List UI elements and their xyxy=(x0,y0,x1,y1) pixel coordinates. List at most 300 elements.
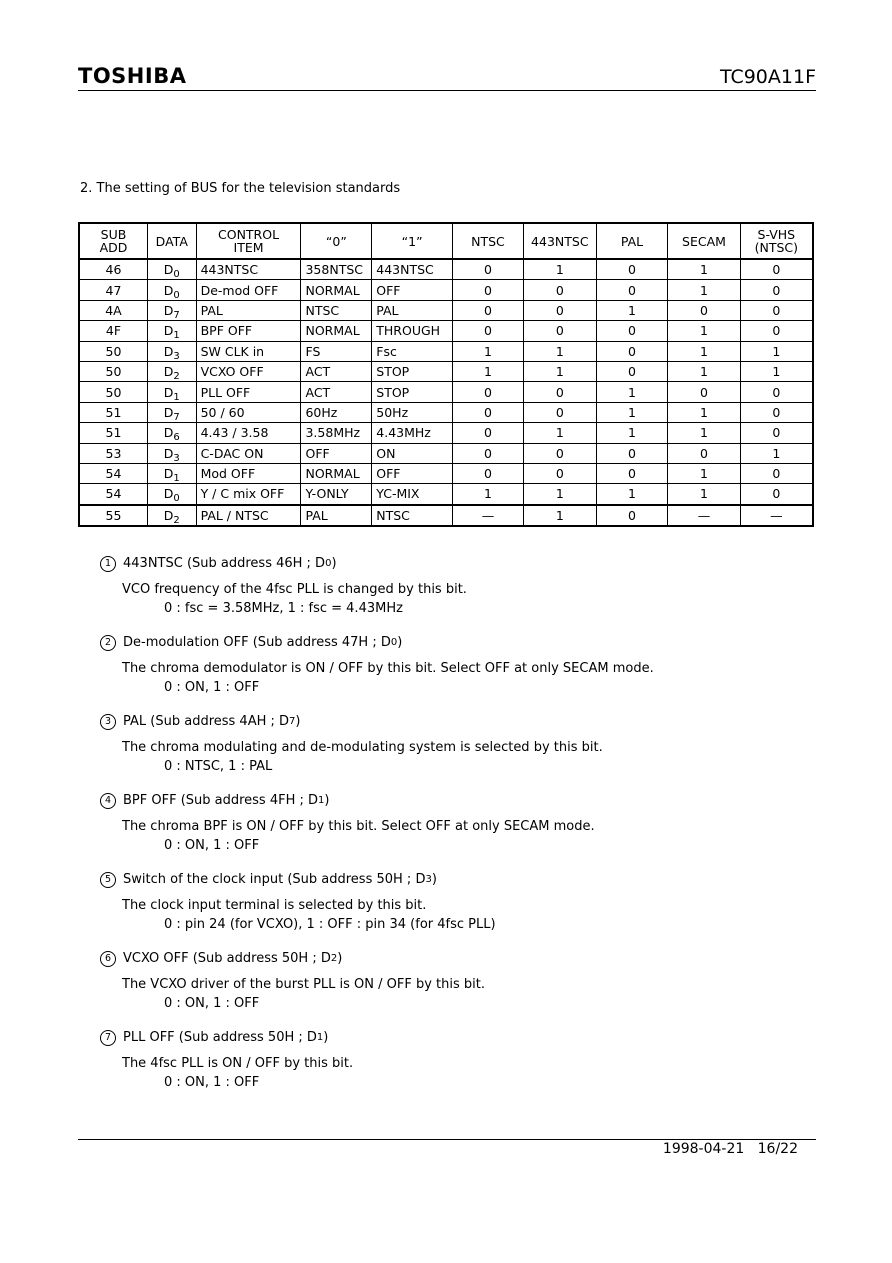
cell-sub-add-text: 51 xyxy=(105,425,122,441)
cell-value-0-text: 60Hz xyxy=(305,404,338,420)
cell-sub-add-text: 54 xyxy=(105,466,122,482)
data-bit-subscript: 1 xyxy=(173,391,180,403)
cell-secam-text: 1 xyxy=(700,404,708,420)
table-row xyxy=(79,484,813,505)
note-description: The chroma BPF is ON / OFF by this bit. Select OFF at only SECAM mode. xyxy=(122,819,595,834)
cell-pal xyxy=(596,341,668,361)
table-header-row xyxy=(79,223,813,259)
cell-data-bit xyxy=(147,443,196,463)
cell-ntsc-text: 1 xyxy=(484,486,492,502)
cell-value-1 xyxy=(372,505,453,526)
cell-value-1-text: THROUGH xyxy=(376,323,441,339)
cell-svhs-text: 1 xyxy=(772,445,781,461)
cell-sub-add-text: 50 xyxy=(105,364,122,380)
cell-svhs xyxy=(740,423,813,443)
cell-pal xyxy=(596,423,668,443)
cell-443ntsc xyxy=(524,402,597,422)
table-row xyxy=(79,259,813,280)
data-bit-subscript: 0 xyxy=(173,289,180,301)
note-title-text: PLL OFF (Sub address 50H ; D xyxy=(123,1030,317,1045)
table-body xyxy=(79,259,813,526)
cell-control-item xyxy=(196,321,301,341)
cell-sub-add-text: 55 xyxy=(105,507,122,523)
cell-control-item-text: VCXO OFF xyxy=(200,364,264,380)
cell-value-0 xyxy=(301,300,372,320)
cell-sub-add-text: 4F xyxy=(105,323,122,339)
cell-pal xyxy=(596,402,668,422)
cell-svhs-text: 1 xyxy=(772,343,781,359)
cell-value-1-text: YC-MIX xyxy=(376,486,420,502)
col-header-control-item-text: CONTROL ITEM xyxy=(218,227,280,255)
table-row xyxy=(79,505,813,526)
cell-pal-text: 0 xyxy=(628,323,636,339)
cell-sub-add xyxy=(79,280,147,300)
cell-ntsc xyxy=(452,300,523,320)
cell-svhs-text: 0 xyxy=(772,302,781,318)
cell-pal-text: 0 xyxy=(628,282,636,298)
cell-secam-text: 1 xyxy=(700,486,708,502)
notes-list xyxy=(100,553,654,1106)
cell-secam-text: — xyxy=(697,507,711,523)
cell-svhs xyxy=(740,361,813,381)
note-title-end: ) xyxy=(323,1030,329,1045)
note-description: The clock input terminal is selected by this bit. xyxy=(122,898,427,913)
cell-sub-add xyxy=(79,341,147,361)
cell-ntsc-text: 0 xyxy=(484,404,492,420)
cell-pal xyxy=(596,443,668,463)
cell-svhs xyxy=(740,505,813,526)
table-row xyxy=(79,402,813,422)
cell-pal-text: 1 xyxy=(628,404,636,420)
col-header-value-1 xyxy=(372,223,453,259)
cell-443ntsc xyxy=(524,443,597,463)
cell-sub-add-text: 46 xyxy=(105,262,122,278)
cell-pal xyxy=(596,321,668,341)
col-header-data-text: DATA xyxy=(155,233,188,249)
cell-pal-text: 0 xyxy=(628,364,636,380)
cell-secam xyxy=(668,321,740,341)
cell-value-1-text: Fsc xyxy=(376,343,397,359)
circled-number: 5 xyxy=(100,872,116,888)
table-row xyxy=(79,423,813,443)
cell-value-1-text: NTSC xyxy=(376,507,410,523)
cell-svhs-text: 0 xyxy=(772,425,781,441)
cell-control-item-text: Y / C mix OFF xyxy=(200,486,285,502)
cell-value-1 xyxy=(372,463,453,483)
cell-pal-text: 0 xyxy=(628,507,636,523)
note-description: VCO frequency of the 4fsc PLL is changed by this bit. xyxy=(122,582,467,597)
cell-ntsc xyxy=(452,321,523,341)
cell-secam-text: 1 xyxy=(700,343,708,359)
cell-data-bit-text: $D_2$ xyxy=(163,507,180,526)
cell-secam-text: 1 xyxy=(700,364,708,380)
cell-sub-add xyxy=(79,321,147,341)
cell-data-bit-text: $D_0$ xyxy=(163,282,180,301)
cell-data-bit xyxy=(147,321,196,341)
note-description: The VCXO driver of the burst PLL is ON / OFF by this bit. xyxy=(122,977,485,992)
data-bit-subscript: 0 xyxy=(173,493,180,505)
cell-data-bit-text: $D_3$ xyxy=(163,343,180,362)
cell-pal-text: 1 xyxy=(628,425,636,441)
data-bit-subscript: 2 xyxy=(173,514,180,526)
cell-control-item-text: 50 / 60 xyxy=(200,404,245,420)
cell-secam xyxy=(668,402,740,422)
cell-ntsc-text: 1 xyxy=(484,343,492,359)
cell-value-0 xyxy=(301,361,372,381)
col-header-secam xyxy=(668,223,740,259)
cell-value-0 xyxy=(301,321,372,341)
cell-ntsc xyxy=(452,341,523,361)
cell-value-0 xyxy=(301,341,372,361)
cell-control-item xyxy=(196,443,301,463)
col-header-secam-text: SECAM xyxy=(682,233,726,249)
cell-control-item-text: Mod OFF xyxy=(200,466,256,482)
cell-ntsc xyxy=(452,484,523,505)
cell-443ntsc xyxy=(524,259,597,280)
cell-secam xyxy=(668,443,740,463)
cell-pal xyxy=(596,300,668,320)
cell-control-item-text: SW CLK in xyxy=(200,343,265,359)
note-title-end: ) xyxy=(331,556,337,571)
cell-control-item xyxy=(196,463,301,483)
bus-setting-table xyxy=(78,222,814,527)
cell-value-1 xyxy=(372,341,453,361)
circled-number: 2 xyxy=(100,635,116,651)
cell-value-1 xyxy=(372,443,453,463)
cell-pal xyxy=(596,259,668,280)
cell-data-bit-text: $D_0$ xyxy=(163,262,180,281)
cell-443ntsc-text: 0 xyxy=(555,404,564,420)
cell-value-0 xyxy=(301,382,372,402)
note-title-end: ) xyxy=(337,951,343,966)
col-header-sub-add-text: SUB ADD xyxy=(99,227,128,255)
note-item xyxy=(100,869,654,948)
cell-ntsc-text: 0 xyxy=(484,302,492,318)
cell-control-item xyxy=(196,259,301,280)
cell-value-1 xyxy=(372,423,453,443)
cell-ntsc xyxy=(452,280,523,300)
cell-value-1 xyxy=(372,259,453,280)
cell-secam xyxy=(668,361,740,381)
cell-data-bit-text: $D_3$ xyxy=(163,445,180,464)
cell-value-1-text: ON xyxy=(376,445,396,461)
cell-pal-text: 0 xyxy=(628,343,636,359)
cell-pal-text: 0 xyxy=(628,262,636,278)
note-title-end: ) xyxy=(397,635,403,650)
section-title: 2. The setting of BUS for the television standards xyxy=(80,181,401,196)
footer xyxy=(663,1141,798,1157)
cell-control-item xyxy=(196,361,301,381)
cell-control-item xyxy=(196,423,301,443)
table-row xyxy=(79,300,813,320)
cell-value-0 xyxy=(301,443,372,463)
cell-control-item-text: C-DAC ON xyxy=(200,445,264,461)
part-number: TC90A11F xyxy=(719,66,816,88)
cell-sub-add xyxy=(79,361,147,381)
cell-sub-add xyxy=(79,300,147,320)
cell-data-bit xyxy=(147,463,196,483)
note-title: 1 443NTSC (Sub address 46H ; D 0 ) xyxy=(100,553,654,575)
cell-control-item xyxy=(196,280,301,300)
note-item xyxy=(100,711,654,790)
cell-value-0-text: Y-ONLY xyxy=(305,486,349,502)
data-bit-subscript: 1 xyxy=(173,330,180,342)
cell-secam-text: 0 xyxy=(700,302,708,318)
cell-secam xyxy=(668,300,740,320)
cell-data-bit-text: $D_6$ xyxy=(163,425,180,444)
cell-ntsc-text: 0 xyxy=(484,384,492,400)
cell-svhs xyxy=(740,259,813,280)
cell-value-0 xyxy=(301,505,372,526)
circled-number: 7 xyxy=(100,1030,116,1046)
col-header-443ntsc-text: 443NTSC xyxy=(531,233,589,249)
col-header-value-0-text: “0” xyxy=(325,233,347,249)
cell-data-bit-text: $D_7$ xyxy=(163,404,180,423)
cell-secam-text: 0 xyxy=(700,384,708,400)
note-title-end: ) xyxy=(431,872,437,887)
cell-pal-text: 0 xyxy=(628,445,636,461)
cell-value-0 xyxy=(301,402,372,422)
cell-control-item-text: 4.43 / 3.58 xyxy=(200,425,269,441)
cell-ntsc-text: 0 xyxy=(484,445,492,461)
cell-443ntsc-text: 1 xyxy=(555,262,564,278)
cell-443ntsc-text: 1 xyxy=(555,343,564,359)
cell-svhs xyxy=(740,321,813,341)
cell-pal-text: 1 xyxy=(628,302,636,318)
data-bit-subscript: 3 xyxy=(173,452,180,464)
cell-ntsc xyxy=(452,361,523,381)
cell-secam-text: 0 xyxy=(700,445,708,461)
note-title-text: Switch of the clock input (Sub address 50H ; D xyxy=(123,872,426,887)
cell-ntsc-text: 1 xyxy=(484,364,492,380)
cell-value-0-text: ACT xyxy=(305,384,331,400)
col-header-pal-text: PAL xyxy=(620,233,644,249)
cell-svhs-text: 0 xyxy=(772,384,781,400)
cell-value-0-text: NTSC xyxy=(305,302,340,318)
cell-control-item-text: PAL / NTSC xyxy=(200,507,269,523)
note-item xyxy=(100,553,654,632)
cell-value-0-text: OFF xyxy=(305,445,330,461)
cell-secam xyxy=(668,341,740,361)
cell-value-1 xyxy=(372,402,453,422)
cell-ntsc xyxy=(452,402,523,422)
note-item xyxy=(100,1027,654,1106)
cell-control-item-text: De-mod OFF xyxy=(200,282,279,298)
cell-sub-add-text: 4A xyxy=(105,302,122,318)
col-header-svhs-text: S-VHS (NTSC) xyxy=(754,227,799,255)
cell-data-bit xyxy=(147,423,196,443)
cell-pal-text: 0 xyxy=(628,466,636,482)
cell-value-0-text: 3.58MHz xyxy=(305,425,361,441)
data-bit-subscript: 1 xyxy=(173,473,180,485)
cell-ntsc-text: 0 xyxy=(484,425,492,441)
cell-443ntsc xyxy=(524,341,597,361)
footer-rule xyxy=(78,1139,816,1140)
col-header-pal xyxy=(596,223,668,259)
col-header-data xyxy=(147,223,196,259)
cell-pal-text: 1 xyxy=(628,384,636,400)
cell-svhs xyxy=(740,443,813,463)
table-row xyxy=(79,321,813,341)
note-values: 0 : ON, 1 : OFF xyxy=(164,680,260,695)
cell-443ntsc xyxy=(524,382,597,402)
cell-control-item-text: 443NTSC xyxy=(200,262,259,278)
cell-value-1 xyxy=(372,280,453,300)
note-item xyxy=(100,948,654,1027)
table-row xyxy=(79,463,813,483)
data-bit-subscript: 3 xyxy=(173,350,180,362)
cell-svhs-text: 0 xyxy=(772,262,781,278)
cell-pal xyxy=(596,382,668,402)
cell-secam-text: 1 xyxy=(700,425,708,441)
cell-svhs xyxy=(740,402,813,422)
cell-value-1-text: 443NTSC xyxy=(376,262,434,278)
cell-pal xyxy=(596,484,668,505)
cell-control-item-text: BPF OFF xyxy=(200,323,253,339)
cell-pal xyxy=(596,280,668,300)
cell-ntsc xyxy=(452,423,523,443)
cell-control-item-text: PLL OFF xyxy=(200,384,251,400)
cell-ntsc-text: 0 xyxy=(484,282,492,298)
cell-sub-add xyxy=(79,382,147,402)
table-row xyxy=(79,443,813,463)
note-title: 6 VCXO OFF (Sub address 50H ; D 2 ) xyxy=(100,948,654,970)
cell-value-0-text: ACT xyxy=(305,364,331,380)
col-header-ntsc xyxy=(452,223,523,259)
col-header-value-0 xyxy=(301,223,372,259)
cell-value-0-text: PAL xyxy=(305,507,328,523)
cell-svhs xyxy=(740,300,813,320)
cell-ntsc xyxy=(452,463,523,483)
col-header-sub-add xyxy=(79,223,147,259)
cell-443ntsc xyxy=(524,423,597,443)
cell-secam xyxy=(668,484,740,505)
cell-control-item xyxy=(196,484,301,505)
cell-control-item xyxy=(196,505,301,526)
cell-secam-text: 1 xyxy=(700,323,708,339)
cell-value-1-text: OFF xyxy=(376,282,401,298)
header-rule xyxy=(78,90,816,91)
cell-data-bit-text: $D_2$ xyxy=(163,364,180,383)
cell-svhs xyxy=(740,280,813,300)
table-row xyxy=(79,341,813,361)
cell-secam-text: 1 xyxy=(700,466,708,482)
cell-pal xyxy=(596,361,668,381)
cell-secam xyxy=(668,280,740,300)
cell-443ntsc xyxy=(524,300,597,320)
col-header-svhs xyxy=(740,223,813,259)
circled-number: 3 xyxy=(100,714,116,730)
cell-value-0 xyxy=(301,463,372,483)
cell-secam-text: 1 xyxy=(700,282,708,298)
col-header-443ntsc xyxy=(524,223,597,259)
note-values: 0 : pin 24 (for VCXO), 1 : OFF : pin 34 (for 4fsc PLL) xyxy=(164,917,496,932)
note-values: 0 : ON, 1 : OFF xyxy=(164,838,260,853)
cell-443ntsc-text: 1 xyxy=(555,486,564,502)
data-bit-subscript: 0 xyxy=(173,269,180,281)
cell-value-1-text: 50Hz xyxy=(376,404,409,420)
cell-svhs-text: 0 xyxy=(772,282,781,298)
cell-ntsc-text: 0 xyxy=(484,466,492,482)
footer-page: 16/22 xyxy=(757,1141,798,1157)
cell-443ntsc xyxy=(524,463,597,483)
note-item xyxy=(100,632,654,711)
circled-number: 4 xyxy=(100,793,116,809)
cell-443ntsc xyxy=(524,321,597,341)
cell-443ntsc xyxy=(524,361,597,381)
cell-pal-text: 1 xyxy=(628,486,636,502)
cell-443ntsc-text: 0 xyxy=(555,323,564,339)
cell-443ntsc xyxy=(524,484,597,505)
cell-data-bit-text: $D_1$ xyxy=(163,466,180,485)
cell-443ntsc-text: 1 xyxy=(555,425,564,441)
data-bit-subscript: 2 xyxy=(173,371,180,383)
cell-sub-add-text: 53 xyxy=(105,445,122,461)
data-bit-subscript: 6 xyxy=(173,432,180,444)
col-header-control-item xyxy=(196,223,301,259)
note-title-end: ) xyxy=(295,714,301,729)
note-title: 4 BPF OFF (Sub address 4FH ; D 1 ) xyxy=(100,790,654,812)
cell-data-bit xyxy=(147,361,196,381)
cell-443ntsc-text: 0 xyxy=(555,302,564,318)
cell-control-item xyxy=(196,402,301,422)
col-header-value-1-text: “1” xyxy=(401,233,423,249)
cell-data-bit xyxy=(147,259,196,280)
cell-data-bit xyxy=(147,505,196,526)
cell-sub-add-text: 54 xyxy=(105,486,122,502)
note-description: The chroma modulating and de-modulating system is selected by this bit. xyxy=(122,740,603,755)
note-values: 0 : ON, 1 : OFF xyxy=(164,1075,260,1090)
cell-sub-add xyxy=(79,443,147,463)
note-title-end: ) xyxy=(324,793,330,808)
cell-value-1 xyxy=(372,321,453,341)
note-title: 5 Switch of the clock input (Sub address 50H ; D 3 ) xyxy=(100,869,654,891)
cell-value-1 xyxy=(372,300,453,320)
cell-ntsc xyxy=(452,505,523,526)
cell-control-item xyxy=(196,382,301,402)
cell-sub-add-text: 50 xyxy=(105,343,122,359)
cell-value-0-text: 358NTSC xyxy=(305,262,363,278)
cell-ntsc-text: — xyxy=(481,507,495,523)
cell-pal xyxy=(596,505,668,526)
cell-ntsc-text: 0 xyxy=(484,262,492,278)
cell-data-bit xyxy=(147,280,196,300)
cell-value-0 xyxy=(301,259,372,280)
note-title-text: De-modulation OFF (Sub address 47H ; D xyxy=(123,635,391,650)
cell-443ntsc-text: 1 xyxy=(555,507,564,523)
cell-data-bit-text: $D_1$ xyxy=(163,384,180,403)
cell-value-1 xyxy=(372,484,453,505)
note-description: The chroma demodulator is ON / OFF by this bit. Select OFF at only SECAM mode. xyxy=(122,661,654,676)
note-title-text: 443NTSC (Sub address 46H ; D xyxy=(123,556,326,571)
data-bit-subscript: 7 xyxy=(173,309,180,321)
cell-value-1-text: PAL xyxy=(376,302,399,318)
cell-443ntsc-text: 0 xyxy=(555,282,564,298)
cell-value-0 xyxy=(301,484,372,505)
cell-sub-add xyxy=(79,463,147,483)
cell-sub-add-text: 50 xyxy=(105,384,122,400)
cell-sub-add-text: 47 xyxy=(105,282,122,298)
cell-443ntsc-text: 0 xyxy=(555,445,564,461)
note-values: 0 : fsc = 3.58MHz, 1 : fsc = 4.43MHz xyxy=(164,601,403,616)
cell-svhs xyxy=(740,341,813,361)
cell-data-bit xyxy=(147,341,196,361)
cell-sub-add xyxy=(79,259,147,280)
data-bit-subscript: 7 xyxy=(173,411,180,423)
cell-sub-add xyxy=(79,484,147,505)
cell-secam-text: 1 xyxy=(700,262,708,278)
cell-data-bit-text: $D_0$ xyxy=(163,486,180,505)
